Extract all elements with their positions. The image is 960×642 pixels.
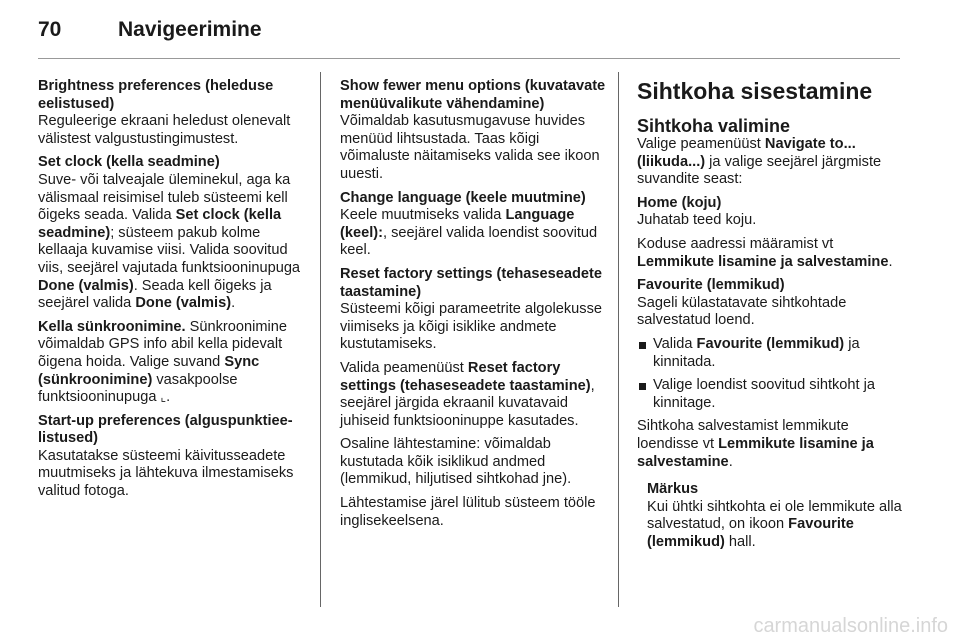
save-reference: Sihtkoha salvestamist lemmikute loendisse vt Lemmikute lisamine ja salvestamine.: [637, 418, 874, 470]
show-fewer-title: Show fewer menu options (kuvatavate menüüvalikute vähendamine): [340, 78, 606, 112]
startup-title: Start-up preferences (alguspunktiee- listused): [38, 412, 293, 447]
clock-sync-title: Kella sünkroonimine.: [38, 318, 186, 335]
home-text: Juhatab teed koju.: [637, 212, 757, 229]
reset-text: Süsteemi kõigi parameetrite algolekusse viimiseks ja kõigi isiklike andmete kustutamiseks.: [340, 301, 603, 353]
watermark: carmanualsonline.info: [753, 615, 948, 637]
clock-sync-text: Kella sünkroonimine. Sünkroonimine võimaldab GPS info abil kella pidevalt õigena hoida. Valige suvand Sync (sünkroonimine) vasakpoolse funktsiooninupuga ⌞.: [38, 318, 287, 406]
reset-partial: Osaline lähtestamine: võimaldab kustutada kõik isiklikud andmed (lemmikud, hiljutised sihtkohad jne).: [340, 436, 572, 488]
note-text: Kui ühtki sihtkohta ei ole lemmikute alla salvestatud, on ikoon Favourite (lemmikud) hall.: [647, 498, 902, 550]
column-3: [637, 78, 909, 551]
page-number: 70: [38, 18, 62, 41]
reset-title: Reset factory settings (tehaseseadete taastamine): [340, 265, 602, 300]
brightness-title: Brightness preferences (heleduse eelistused): [38, 78, 274, 112]
list-item: Valige loendist soovitud sihtkoht ja kinnitage.: [637, 377, 909, 412]
bullet-square-icon: [639, 342, 646, 349]
section-reset: [340, 266, 608, 530]
header-rule: [38, 58, 900, 59]
note-title: Märkus: [647, 481, 699, 498]
favourite-text: Sageli külastatavate sihtkohtade salvestatud loend.: [637, 294, 847, 329]
section-heading: Sihtkoha sisestamine: [637, 78, 873, 104]
column-divider-1: [320, 72, 321, 607]
column-1: [38, 78, 306, 507]
brightness-text: Reguleerige ekraani heledust olenevalt välistest valgustustingimustest.: [38, 113, 291, 147]
set-clock-text: Suve- või talveajale üleminekul, aga ka välismaal reisimisel tuleb süsteemi kell õigeks seada. Valida Set clock (kella seadmine); süsteem pakub kolme kellaaja kuvamise viisi. Valida soovitud viis, seejärel vajutada funktsiooninupuga Done (valmis). Seada kell õigeks ja seejärel valida Done (valmis).: [38, 171, 301, 312]
home-title: Home (koju): [637, 194, 722, 211]
set-clock-title: Set clock (kella seadmine): [38, 154, 220, 171]
intro-text: Valige peamenüüst Navigate to... (liikuda...) ja valige seejärel järgmiste suvandite seast:: [637, 136, 882, 188]
show-fewer-text: Võimaldab kasutusmugavuse huvides menüüd lihtsustada. Taas kõigi võimaluste näitamiseks valida see ikoon uuesti.: [340, 113, 600, 182]
section-clock-sync: [38, 319, 306, 407]
language-text: Keele muutmiseks valida Language (keel):, seejärel valida loendist soovitud keel.: [340, 207, 598, 259]
home-reference: Koduse aadressi määramist vt Lemmikute lisamine ja salvestamine.: [637, 235, 893, 270]
section-startup: [38, 413, 306, 501]
bullet-square-icon: [639, 383, 646, 390]
section-set-clock: [38, 154, 306, 312]
favourite-title: Favourite (lemmikud): [637, 277, 785, 294]
note-box: [637, 481, 909, 551]
section-show-fewer: [340, 78, 608, 184]
column-divider-2: [618, 72, 619, 607]
section-language: [340, 190, 608, 260]
language-title: Change language (keele muutmine): [340, 189, 586, 206]
reset-after: Lähtestamise järel lülitub süsteem tööle inglisekeelsena.: [340, 495, 596, 529]
reset-instructions: Valida peamenüüst Reset factory settings (tehaseseadete taastamine), seejärel järgida ekraanil kuvatavaid juhiseid funktsiooninuppe kasutades.: [340, 359, 595, 429]
list-item: Valida Favourite (lemmikud) ja kinnitada.: [637, 336, 909, 371]
page-title: Navigeerimine: [118, 18, 262, 41]
subsection-heading: Sihtkoha valimine: [637, 116, 791, 136]
section-brightness: [38, 78, 306, 148]
startup-text: Kasutatakse süsteemi käivitusseadete muutmiseks ja lähtekuva ilmestamiseks valitud fotoga.: [38, 447, 294, 500]
column-2: [340, 78, 608, 536]
left-softkey-icon: ⌞: [160, 390, 167, 405]
